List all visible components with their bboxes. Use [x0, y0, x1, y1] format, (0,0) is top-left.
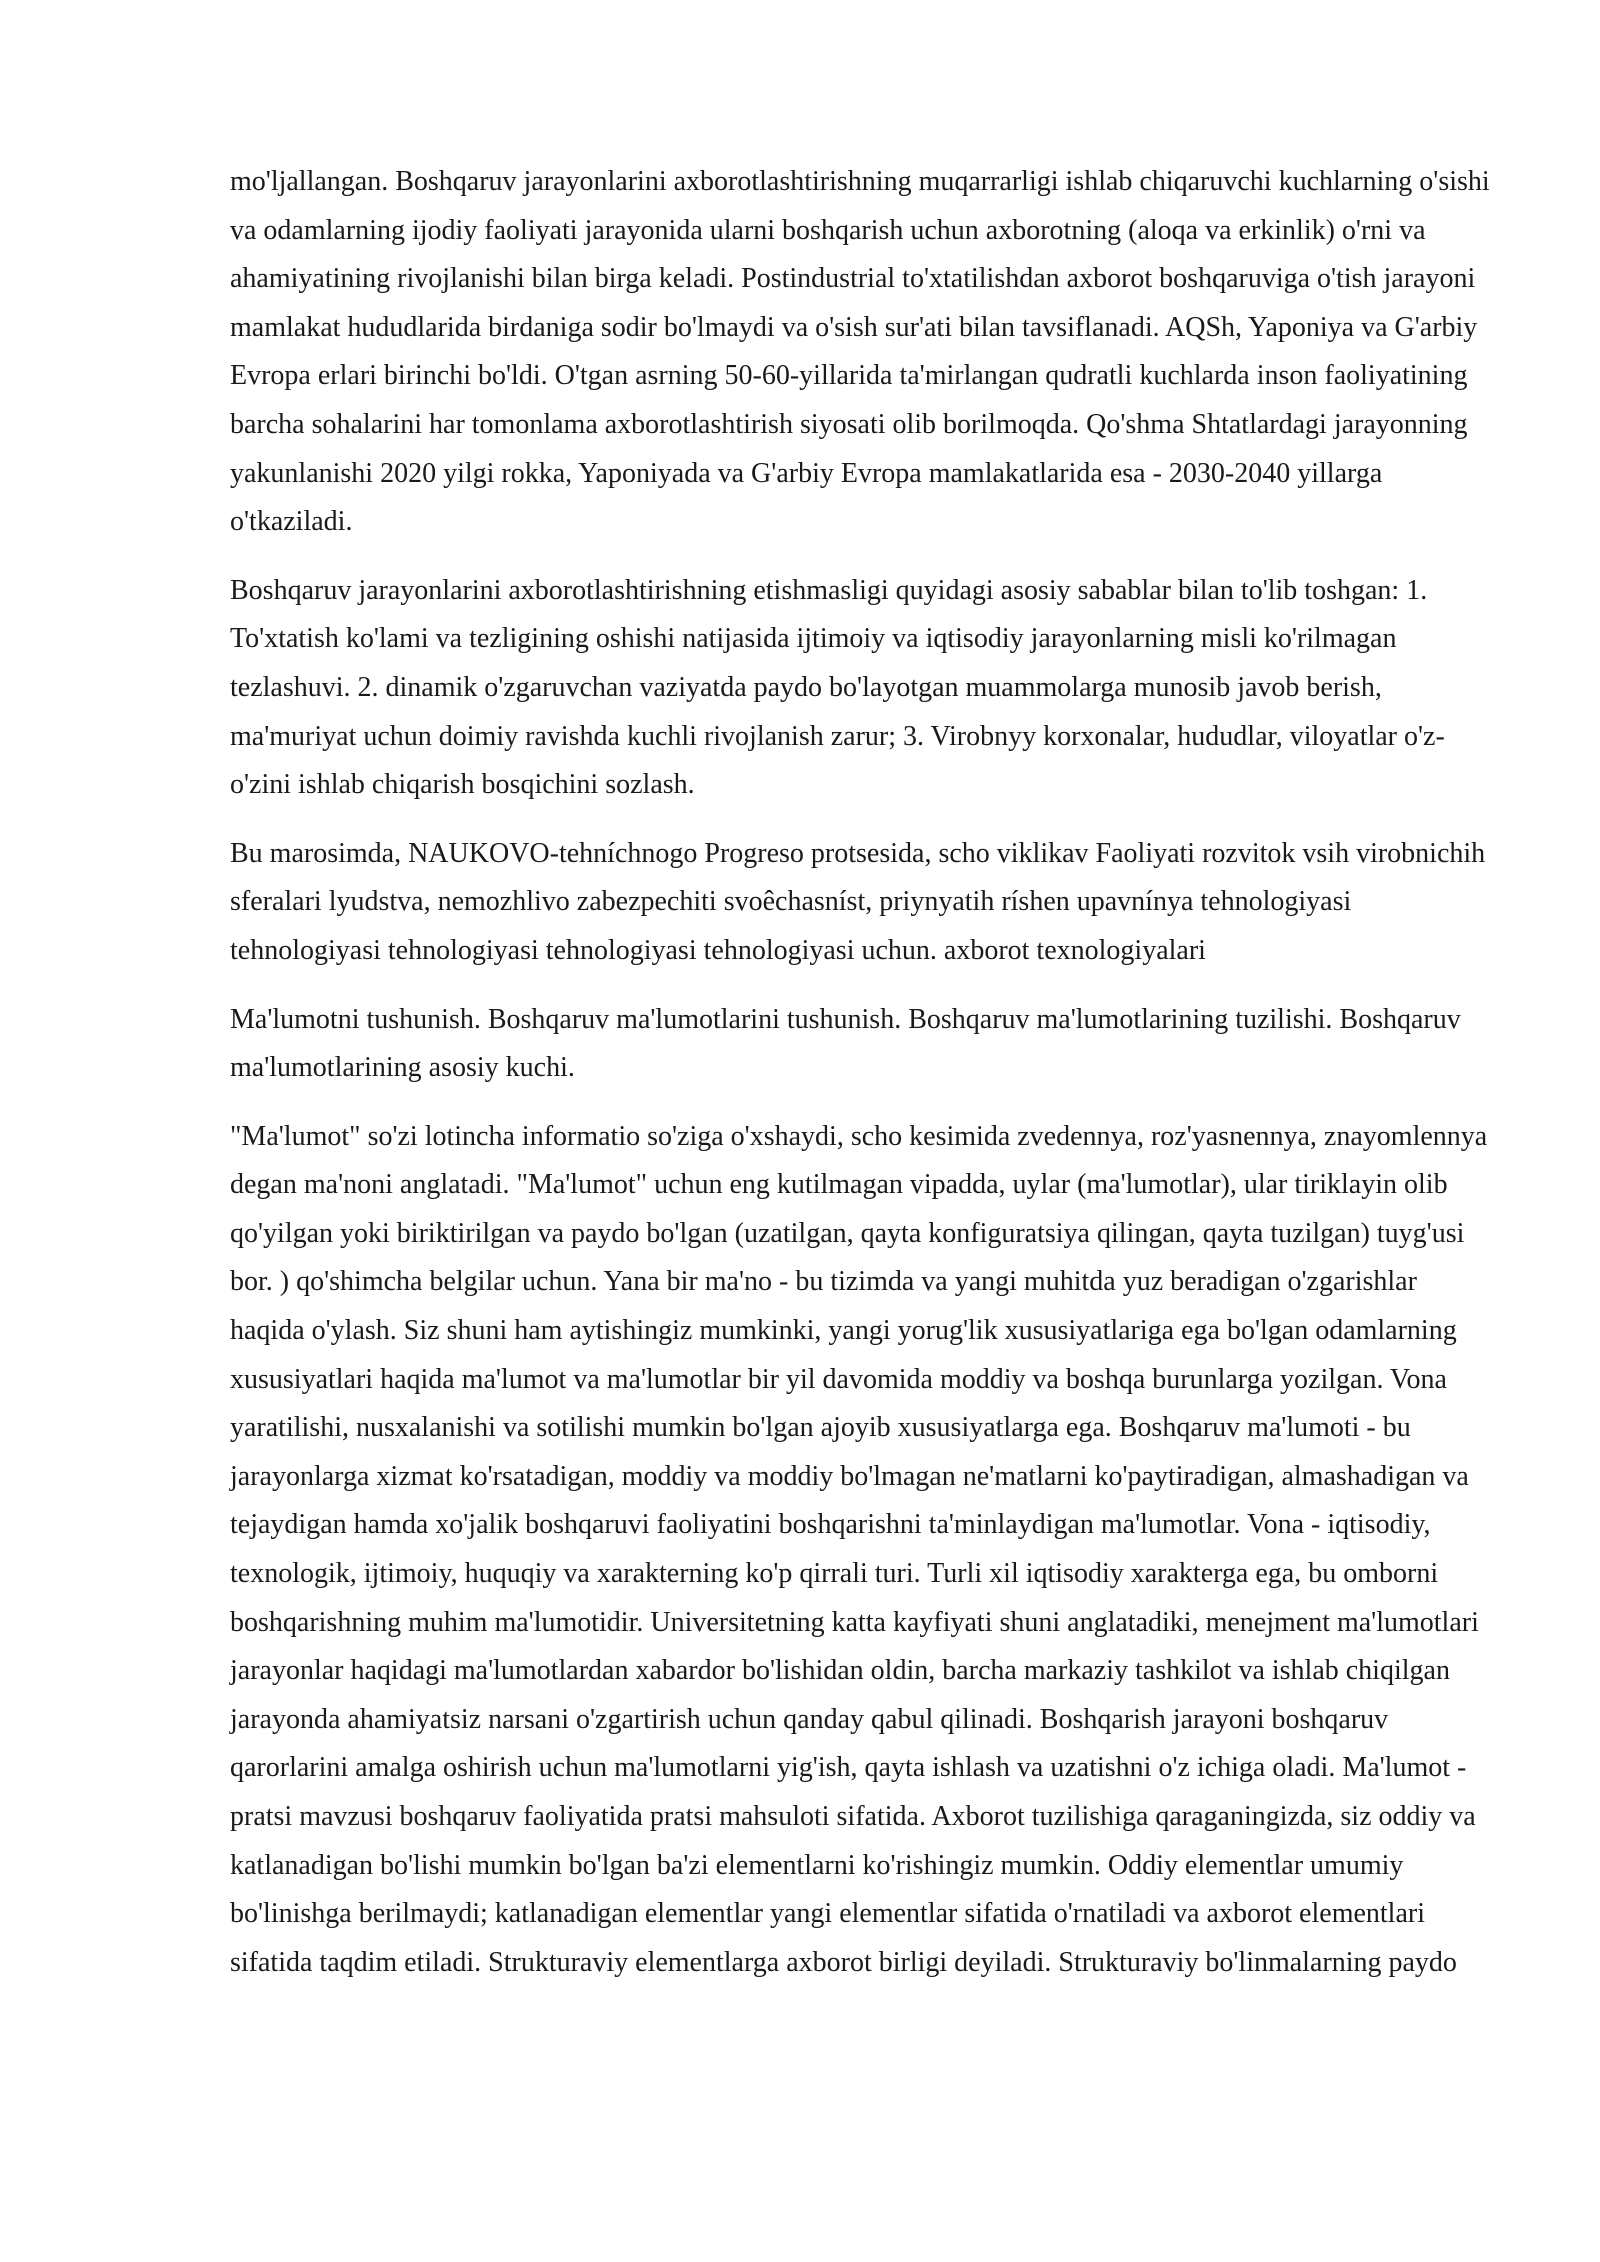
document-body — [230, 158, 1490, 2007]
paragraph-3: Bu marosimda, NAUKOVO-tehníchnogo Progreso protsesida, scho viklikav Faoliyati rozvitok vsih virobnichih sferalari lyudstva, nemozhlivo zabezpechiti svoêchasníst, priynyatih ríshen upavnínya tehnologiyasi tehnologiyasi tehnologiyasi tehnologiyasi tehnologiyasi uchun. axborot texnologiyalari — [230, 837, 1486, 966]
paragraph-4: Ma'lumotni tushunish. Boshqaruv ma'lumotlarini tushunish. Boshqaruv ma'lumotlarining tuzilishi. Boshqaruv ma'lumotlarining asosiy kuchi. — [230, 1003, 1461, 1084]
paragraph-2: Boshqaruv jarayonlarini axborotlashtirishning etishmasligi quyidagi asosiy sabablar bilan to'lib toshgan: 1. To'xtatish ko'lami va tezligining oshishi natijasida ijtimoiy va iqtisodiy jarayonlarning misli ko'rilmagan tezlashuvi. 2. dinamik o'zgaruvchan vaziyatda paydo bo'layotgan muammolarga munosib javob berish, ma'muriyat uchun doimiy ravishda kuchli rivojlanish zarur; 3. Virobnyy korxonalar, hududlar, viloyatlar o'z-o'zini ishlab chiqarish bosqichini sozlash. — [230, 574, 1445, 801]
paragraph-1: mo'ljallangan. Boshqaruv jarayonlarini axborotlashtirishning muqarrarligi ishlab chiqaruvchi kuchlarning o'sishi va odamlarning ijodiy faoliyati jarayonida ularni boshqarish uchun axborotning (aloqa va erkinlik) o'rni va ahamiyatining rivojlanishi bilan birga keladi. Postindustrial to'xtatilishdan axborot boshqaruviga o'tish jarayoni mamlakat hududlarida birdaniga sodir bo'lmaydi va o'sish sur'ati bilan tavsiflanadi. AQSh, Yaponiya va G'arbiy Evropa erlari birinchi bo'ldi. O'tgan asrning 50-60-yillarida ta'mirlangan qudratli kuchlarda inson faoliyatining barcha sohalarini har tomonlama axborotlashtirish siyosati olib borilmoqda. Qo'shma Shtatlardagi jarayonning yakunlanishi 2020 yilgi rokka, Yaponiyada va G'arbiy Evropa mamlakatlarida esa - 2030-2040 yillarga o'tkaziladi. — [230, 166, 1490, 538]
paragraph-5: "Ma'lumot" so'zi lotincha informatio so'ziga o'xshaydi, scho kesimida zvedennya, roz'yasnennya, znayomlennya degan ma'noni anglatadi. "Ma'lumot" uchun eng kutilmagan vipadda, uylar (ma'lumotlar), ular tiriklayin olib qo'yilgan yoki biriktirilgan va paydo bo'lgan (uzatilgan, qayta konfiguratsiya qilingan, qayta tuzilgan) tuyg'usi bor. ) qo'shimcha belgilar uchun. Yana bir ma'no - bu tizimda va yangi muhitda yuz beradigan o'zgarishlar haqida o'ylash. Siz shuni ham aytishingiz mumkinki, yangi yorug'lik xususiyatlariga ega bo'lgan odamlarning xususiyatlari haqida ma'lumot va ma'lumotlar bir yil davomida moddiy va boshqa burunlarga yozilgan. Vona yaratilishi, nusxalanishi va sotilishi mumkin bo'lgan ajoyib xususiyatlarga ega. Boshqaruv ma'lumoti - bu jarayonlarga xizmat ko'rsatadigan, moddiy va moddiy bo'lmagan ne'matlarni ko'paytiradigan, almashadigan va tejaydigan hamda xo'jalik boshqaruvi faoliyatini boshqarishni ta'minlaydigan ma'lumotlar. Vona - iqtisodiy, texnologik, ijtimoiy, huquqiy va xarakterning ko'p qirrali turi. Turli xil iqtisodiy xarakterga ega, bu omborni boshqarishning muhim ma'lumotidir. Universitetning katta kayfiyati shuni anglatadiki, menejment ma'lumotlari jarayonlar haqidagi ma'lumotlardan xabardor bo'lishidan oldin, barcha markaziy tashkilot va ishlab chiqilgan jarayonda ahamiyatsiz narsani o'zgartirish uchun qanday qabul qilinadi. Boshqarish jarayoni boshqaruv qarorlarini amalga oshirish uchun ma'lumotlarni yig'ish, qayta ishlash va uzatishni o'z ichiga oladi. Ma'lumot - pratsi mavzusi boshqaruv faoliyatida pratsi mahsuloti sifatida. Axborot tuzilishiga qaraganingizda, siz oddiy va katlanadigan bo'lishi mumkin bo'lgan ba'zi elementlarni ko'rishingiz mumkin. Oddiy elementlar umumiy bo'linishga berilmaydi; katlanadigan elementlar yangi elementlar sifatida o'rnatiladi va axborot elementlari sifatida taqdim etiladi. Strukturaviy elementlarga axborot birligi deyiladi. Strukturaviy bo'linmalarning paydo — [230, 1120, 1488, 1978]
